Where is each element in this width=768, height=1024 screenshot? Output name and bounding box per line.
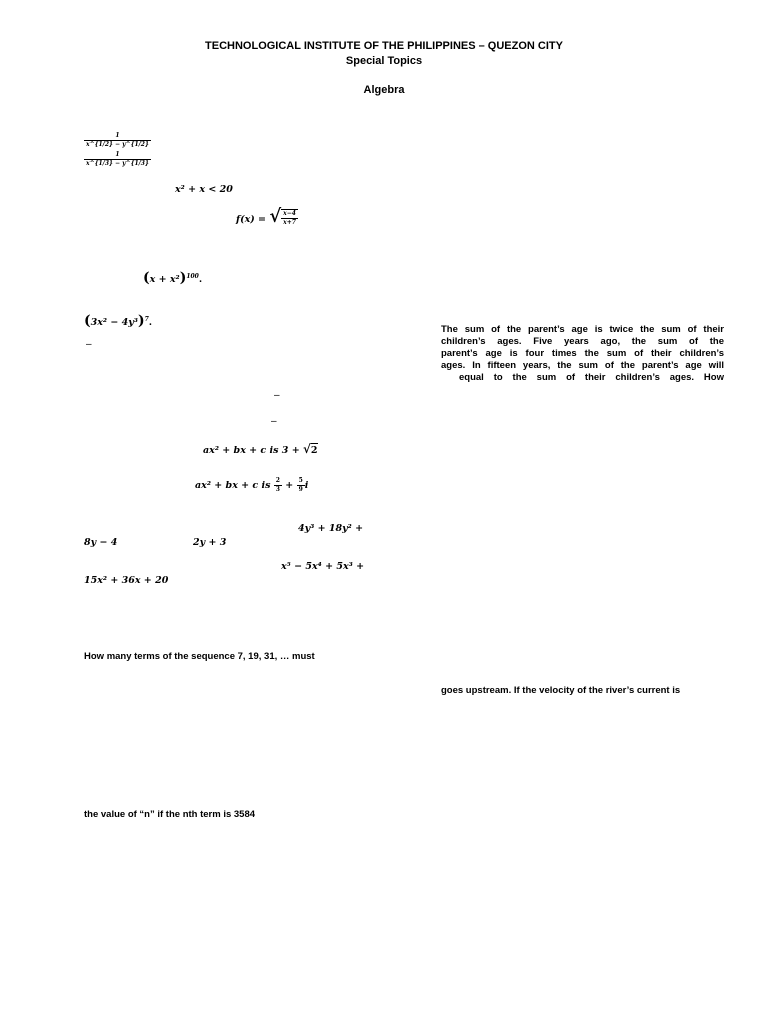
dash-mark: – (86, 339, 92, 350)
function-expression (236, 208, 298, 226)
plus-sign: + (281, 480, 297, 491)
quadratic-root-expression-2 (195, 478, 308, 493)
binomial-exponent: 100 (186, 272, 199, 280)
nth-term-question: the value of “n” if the nth term is 3584 (84, 809, 256, 820)
paragraph-line: equal to the sum of their children’s ages. How (459, 372, 724, 383)
paragraph-line: parent’s age is four times the sum of their children’s (441, 348, 724, 359)
binomial-exponent: 7 (144, 315, 149, 323)
fraction-third-power (84, 152, 151, 167)
fraction-numerator: 2 (275, 477, 280, 484)
imaginary-unit: i (304, 480, 309, 491)
word-problem-paragraph (441, 324, 724, 384)
paragraph-line: The sum of the parent’s age is twice the sum of their (441, 324, 724, 335)
dash-mark: – (274, 390, 280, 401)
fraction-numerator: 5 (298, 477, 303, 484)
paragraph-line: ages. In fifteen years, the sum of the parent’s age will (441, 360, 724, 371)
polynomial-dividend-1-tail: 8y − 4 (84, 537, 118, 548)
paragraph-line: children’s ages. Five years ago, the sum of the (441, 336, 724, 347)
quadratic-root-expression-1 (203, 442, 318, 456)
radical-sign: √ (269, 206, 282, 227)
dash-mark: – (271, 416, 277, 427)
subject-title: Algebra (363, 84, 405, 96)
binomial-expression-1: $(x + x^2)^{100}$. (143, 270, 203, 286)
square-root (269, 208, 298, 226)
binomial-inner: x + x² (149, 274, 180, 285)
sequence-question: How many terms of the sequence 7, 19, 31, … must (84, 651, 315, 662)
polynomial-divisor: 2y + 3 (193, 537, 227, 548)
inequality-expression: x² + x < 20 (175, 184, 233, 195)
radicand-denominator: x+7 (283, 218, 296, 226)
function-lhs: f(x) = (236, 214, 270, 225)
square-root (303, 442, 318, 456)
binomial-expression-2: $(3x^2 - 4y^3)^7$. (84, 313, 153, 329)
radicand: 2 (310, 444, 318, 456)
polynomial-dividend-1: 4y³ + 18y² + (298, 523, 364, 534)
fraction-denominator: 3 (275, 486, 280, 493)
polynomial-dividend-2: x⁵ − 5x⁴ + 5x³ + (281, 561, 365, 572)
quadratic-text: ax² + bx + c is 3 + (203, 445, 303, 456)
fraction-denominator: x^{1/3} − y^{1/3} (86, 160, 149, 167)
institution-title: TECHNOLOGICAL INSTITUTE OF THE PHILIPPINES – QUEZON CITY (205, 40, 563, 52)
quadratic-text: ax² + bx + c is (195, 480, 274, 491)
radical-sign: √ (302, 442, 311, 456)
fraction-denominator: x^{1/2} − y^{1/2} (86, 141, 149, 148)
fraction-numerator: 1 (115, 132, 120, 139)
radicand-numerator: x−4 (283, 209, 296, 217)
polynomial-dividend-2-tail: 15x² + 36x + 20 (84, 575, 169, 586)
course-title: Special Topics (345, 55, 423, 67)
upstream-question: goes upstream. If the velocity of the river’s current is (441, 685, 681, 696)
fraction-numerator: 1 (115, 151, 120, 158)
binomial-inner: 3x² − 4y³ (90, 317, 138, 328)
fraction-denominator: 9 (298, 486, 303, 493)
fraction-half-power (84, 133, 151, 148)
